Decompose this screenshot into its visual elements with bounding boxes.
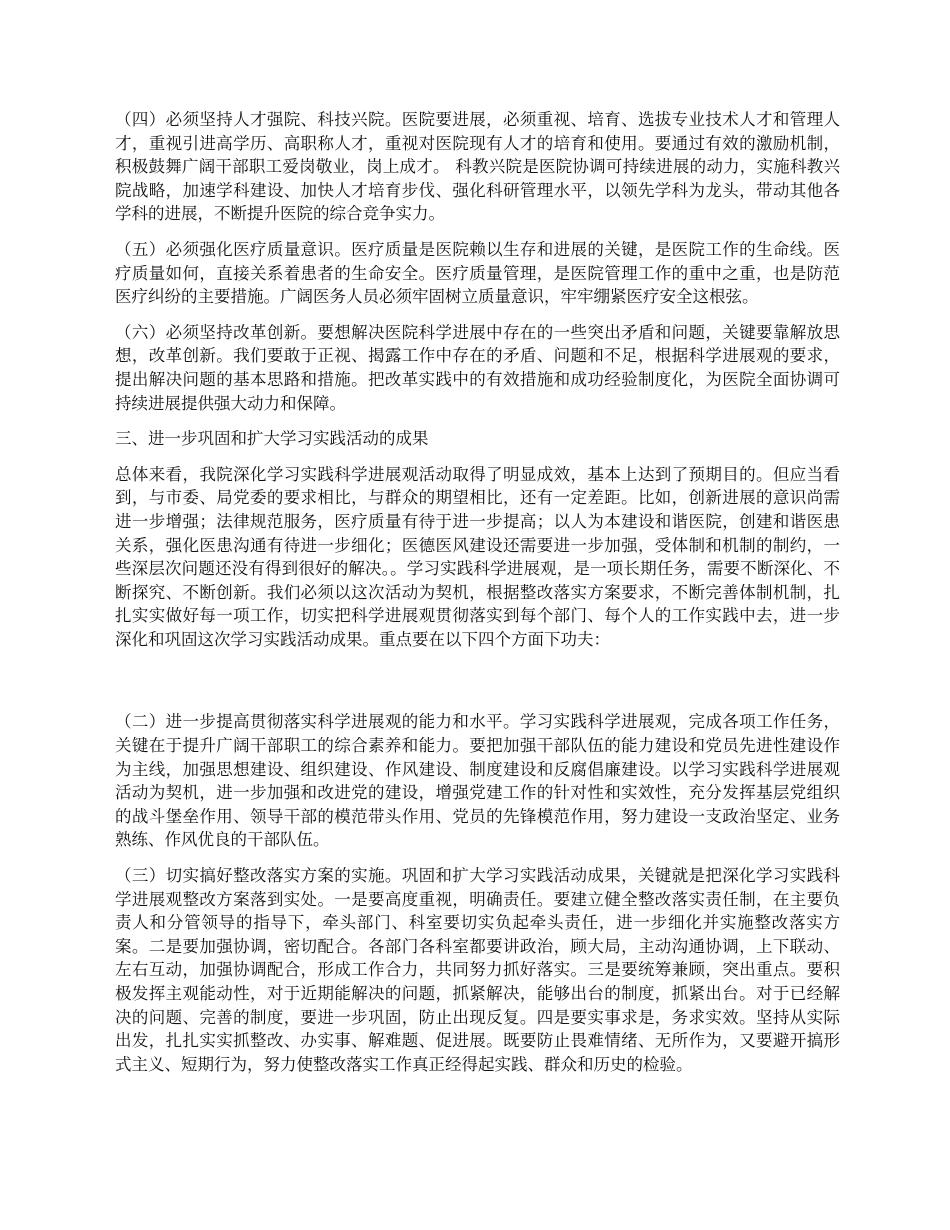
- blank-gap: [115, 663, 840, 710]
- section-heading: 三、进一步巩固和扩大学习实践活动的成果: [115, 429, 429, 449]
- paragraph-talent: （四）必须坚持人才强院、科技兴院。医院要进展，必须重视、培育、选拔专业技术人才和管理人才，重视引进高学历、高职称人才，重视对医院现有人才的培育和使用。要通过有效的激励机制，积极鼓舞广阔干部职工爱岗敬业，岗上成才。 科教兴院是医院协调可持续进展的动力，实施科教兴院战略，加速学科建设、加快人才培育步伐、强化科研管理水平，以领先学科为龙头，带动其他各学科的进展，不断提升医院的综合竞争实力。: [115, 110, 840, 224]
- paragraph-summary: 总体来看，我院深化学习实践科学进展观活动取得了明显成效，基本上达到了预期目的。但应当看到，与市委、局党委的要求相比，与群众的期望相比，还有一定差距。比如，创新进展的意识尚需进一步增强；法律规范服务，医疗质量有待于进一步提高；以人为本建设和谐医院，创建和谐医患关系，强化医患沟通有待进一步细化；医德医风建设还需要进一步加强，受体制和机制的制约，一些深层次问题还没有得到很好的解决。。学习实践科学进展观，是一项长期任务，需要不断深化、不断探究、不断创新。我们必须以这次活动为契机，根据整改落实方案要求，不断完善体制机制，扎扎实实做好每一项工作，切实把科学进展观贯彻落实到每个部门、每个人的工作实践中去，进一步深化和巩固这次学习实践活动成果。重点要在以下四个方面下功夫：: [115, 464, 840, 649]
- paragraph-capability: （二）进一步提高贯彻落实科学进展观的能力和水平。学习实践科学进展观，完成各项工作任务，关键在于提升广阔干部职工的综合素养和能力。要把加强干部队伍的能力建设和党员先进性建设作为主线，加强思想建设、组织建设、作风建设、制度建设和反腐倡廉建设。以学习实践科学进展观活动为契机，进一步加强和改进党的建设，增强党建工作的针对性和实效性，充分发挥基层党组织的战斗堡垒作用、领导干部的模范带头作用、党员的先锋模范作用，努力建设一支政治坚定、业务熟练、作风优良的干部队伍。: [115, 712, 840, 850]
- paragraph-reform: （六）必须坚持改革创新。要想解决医院科学进展中存在的一些突出矛盾和问题，关键要靠解放思想，改革创新。我们要敢于正视、揭露工作中存在的矛盾、问题和不足，根据科学进展观的要求，提出解决问题的基本思路和措施。把改革实践中的有效措施和成功经验制度化，为医院全面协调可持续进展提供强大动力和保障。: [115, 322, 840, 413]
- paragraph-quality: （五）必须强化医疗质量意识。医疗质量是医院赖以生存和进展的关键，是医院工作的生命线。医疗质量如何，直接关系着患者的生命安全。医疗质量管理，是医院管理工作的重中之重，也是防范医疗纠纷的主要措施。广阔医务人员必须牢固树立质量意识，牢牢绷紧医疗安全这根弦。: [115, 239, 840, 307]
- document-page: [115, 108, 840, 1088]
- paragraph-rectification: （三）切实搞好整改落实方案的实施。巩固和扩大学习实践活动成果，关键就是把深化学习实践科学进展观整改方案落到实处。一是要高度重视，明确责任。要建立健全整改落实责任制，在主要负责人和分管领导的指导下，牵头部门、科室要切实负起牵头责任，进一步细化并实施整改落实方案。二是要加强协调，密切配合。各部门各科室都要讲政治，顾大局，主动沟通协调，上下联动、左右互动，加强协调配合，形成工作合力，共同努力抓好落实。三是要统筹兼顾，突出重点。要积极发挥主观能动性，对于近期能解决的问题，抓紧解决，能够出台的制度，抓紧出台。对于已经解决的问题、完善的制度，要进一步巩固，防止出现反复。四是要实事求是，务求实效。坚持从实际出发，扎扎实实抓整改、办实事、解难题、促进展。既要防止畏难情绪、无所作为，又要避开搞形式主义、短期行为，努力使整改落实工作真正经得起实践、群众和历史的检验。: [115, 866, 840, 1074]
